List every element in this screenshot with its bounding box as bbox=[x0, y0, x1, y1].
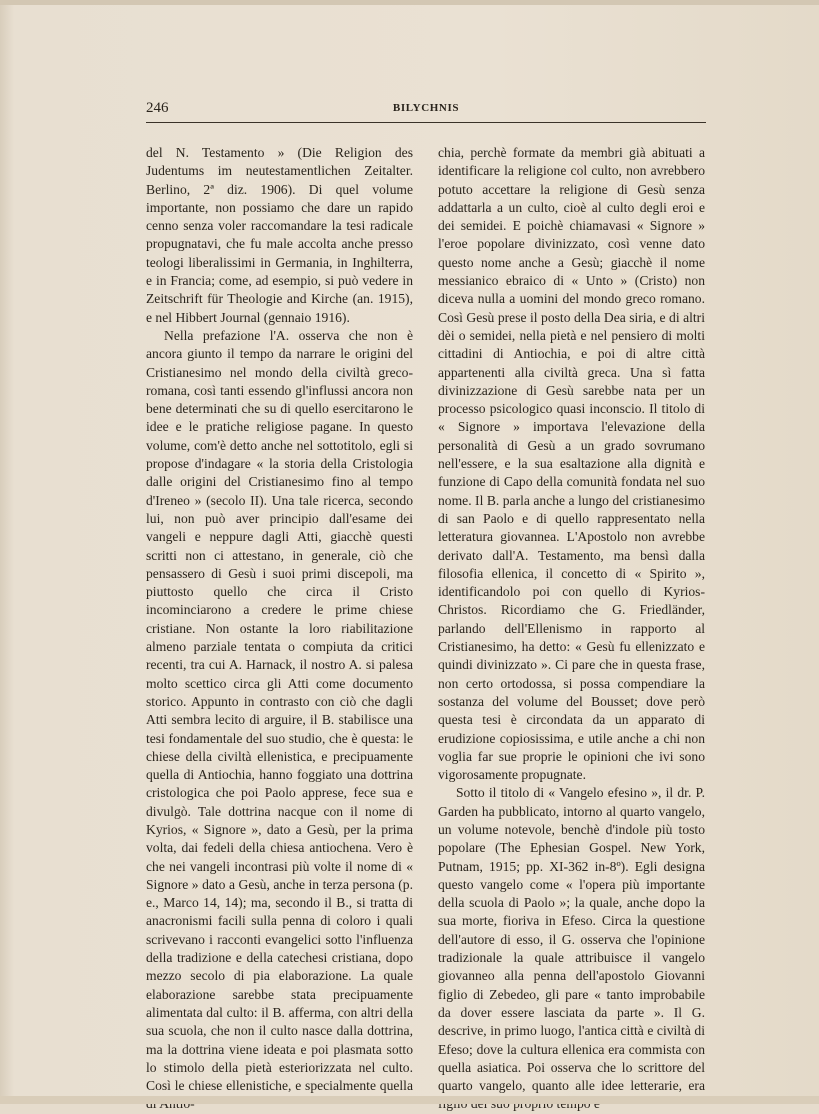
page-number: 246 bbox=[146, 100, 169, 116]
paragraph: Sotto il titolo di « Vangelo efesino », il dr. P. Garden ha pubblicato, intorno al quarto vangelo, un volume notevole, benchè d'indole più tosto popolare (The Ephesian Gospel. New York, Putnam, 1915; pp. XI-362 in-8º). Egli designa questo vangelo come « l'opera più importante della scuola di Paolo »; la quale, anche dopo la sua morte, fioriva in Efeso. Circa la questione dell'autore di esso, il G. osserva che l'opinione tradizionale la quale attribuisce il vangelo giovanneo alla penna dell'apostolo Giovanni figlio di Zebedeo, gli pare « tanto improbabile da dover essere lasciata da parte ». Il G. descrive, in primo luogo, l'antica città e civiltà di Efeso; dove la cultura ellenica era commista con quella asiatica. Poi osserva che lo scrittore del quarto vangelo, quanto alle idee letterarie, era bbox=[438, 785, 705, 1094]
right-column bbox=[438, 144, 705, 1094]
running-head: BILYCHNIS bbox=[392, 102, 460, 114]
page-header bbox=[146, 100, 706, 120]
page-bottom-edge bbox=[0, 1096, 819, 1104]
left-column bbox=[146, 144, 413, 1094]
paragraph: Nella prefazione l'A. osserva che non è ancora giunto il tempo da narrare le origini del Cristianesimo nel mondo della civiltà greco-romana, così tanti essendo gl'influssi ancora non bene determinati che su di quello esercitarono le idee e le pratiche religiose pagane. In questo volume, com'è detto anche nel sottotitolo, egli si propose d'indagare « la storia della Cristologia dalle origini del Cristianesimo fino al tempo d'Ireneo » (secolo II). Una tale ricerca, secondo lui, non può aver principio dall'esame dei vangeli e neppure dagli Atti, giacchè questi scritti non ci attestano, in generale, ciò che pensassero di Gesù i suoi primi discepoli, ma piuttosto quello che circa il Cristo incominciarono a credere le prime chiese cristiane. Non ostante la loro riabilitazione almeno parziale tentata o compiuta da critici recenti, tra cui A. Harnack, il nostro A. si palesa molto scettico circa gli Atti come documento storico. Appunto in contrasto con ciò che dagli Atti sembra lecito di arguire, il B. stabilisce una tesi fondamentale del suo studio, che è questa: le chiese della civiltà ellenistica, e precipuamente quella di Antiochia, hanno foggiato una dottrina cristologica che poi Paolo apprese, fece sua e divulgò. Tale dottrina nacque con il nome di Kyrios, « Signore », dato a Gesù, per la prima volta, dai fedeli della chiesa antiochena. Vero è che nei vangeli incontrasi più volte il nome di « Signore » dato a Gesù, anche in terza persona (p. e., Marco 14, 14); ma, secondo il B., si tratta di anacronismi facili sulla penna di coloro i quali scrivevano i racconti evangelici sotto l'influenza della tradizione e della catechesi cristiana, dopo mezzo secolo di pia elaborazione. La quale elaborazione sarebbe stata precipuamente alimentata dal culto: il B. afferma, con altri della sua scuola, che non il culto nasce dalla dottrina, ma la dottrina viene ideata e poi plasmata sotto lo stimolo della pietà esteriorizzata nel culto. Così le chiese ellenistiche, e specialmente quella bbox=[146, 327, 413, 1094]
header-rule bbox=[146, 122, 706, 123]
paragraph: chia, perchè formate da membri già abituati a identificare la religione col culto, non avrebbero potuto accettare la religione di Gesù senza addattarla a un culto, cioè al culto degli eroi e dei semidei. E poichè chiamavasi « Signore » l'eroe popolare divinizzato, così venne dato questo nome anche a Gesù; giacchè il nome messianico ebraico di « Unto » (Cristo) non diceva nulla a uomini del mondo greco romano. Così Gesù prese il posto della Dea siria, e di altri dèi o semidei, nella pietà e nel pensiero di molti cittadini di Antiochia, e poi di altre città appartenenti alla civiltà greca. Una sì fatta divinizzazione di Gesù sarebbe nata per un processo psicologico quasi inconscio. Il titolo di « Signore » importava l'elevazione della personalità di Gesù a un grado sovrumano nell'essere, e la sua esaltazione alla dignità e funzione di Capo della comunità fondata nel suo nome. Il B. parla anche a lungo del cristianesimo di san Paolo e di quello rappresentato nella letteratura giovannea. L'Apostolo non avrebbe derivato dall'A. Testamento, ma bensì dalla filosofia ellenica, il concetto di « Spirito », identificandolo poi con quello di Kyrios-Christos. Ricordiamo che G. Friedländer, parlando dell'Ellenismo in rapporto al Cristianesimo, ha detto: « Gesù fu ellenizzato e quindi divinizzato ». Ci pare che in questa frase, non certo ortodossa, si possa compendiare la sostanza del volume del Bousset; dove però questa tesi è circondata da un apparato di erudizione copiosissima, e utile anche a chi non voglia far sue proprie le opinioni che ivi sono vigorosamente propugnate. bbox=[438, 145, 705, 783]
paragraph: del N. Testamento » (Die Religion des Judentums im neutestamentlichen Zeitalter. Berlino, 2ª diz. 1906). Di quel volume importante, non possiamo che dare un rapido cenno senza voler raccomandare la tesi radicale propugnatavi, che fu male accolta anche presso teologi liberalissimi in Germania, in Inghilterra, e in Francia; come, ad esempio, si può vedere in Zeitschrift für Theologie and Kirche (an. 1915), e nel Hibbert Journal (gennaio 1916). bbox=[146, 145, 413, 325]
page-top-edge bbox=[0, 0, 819, 5]
